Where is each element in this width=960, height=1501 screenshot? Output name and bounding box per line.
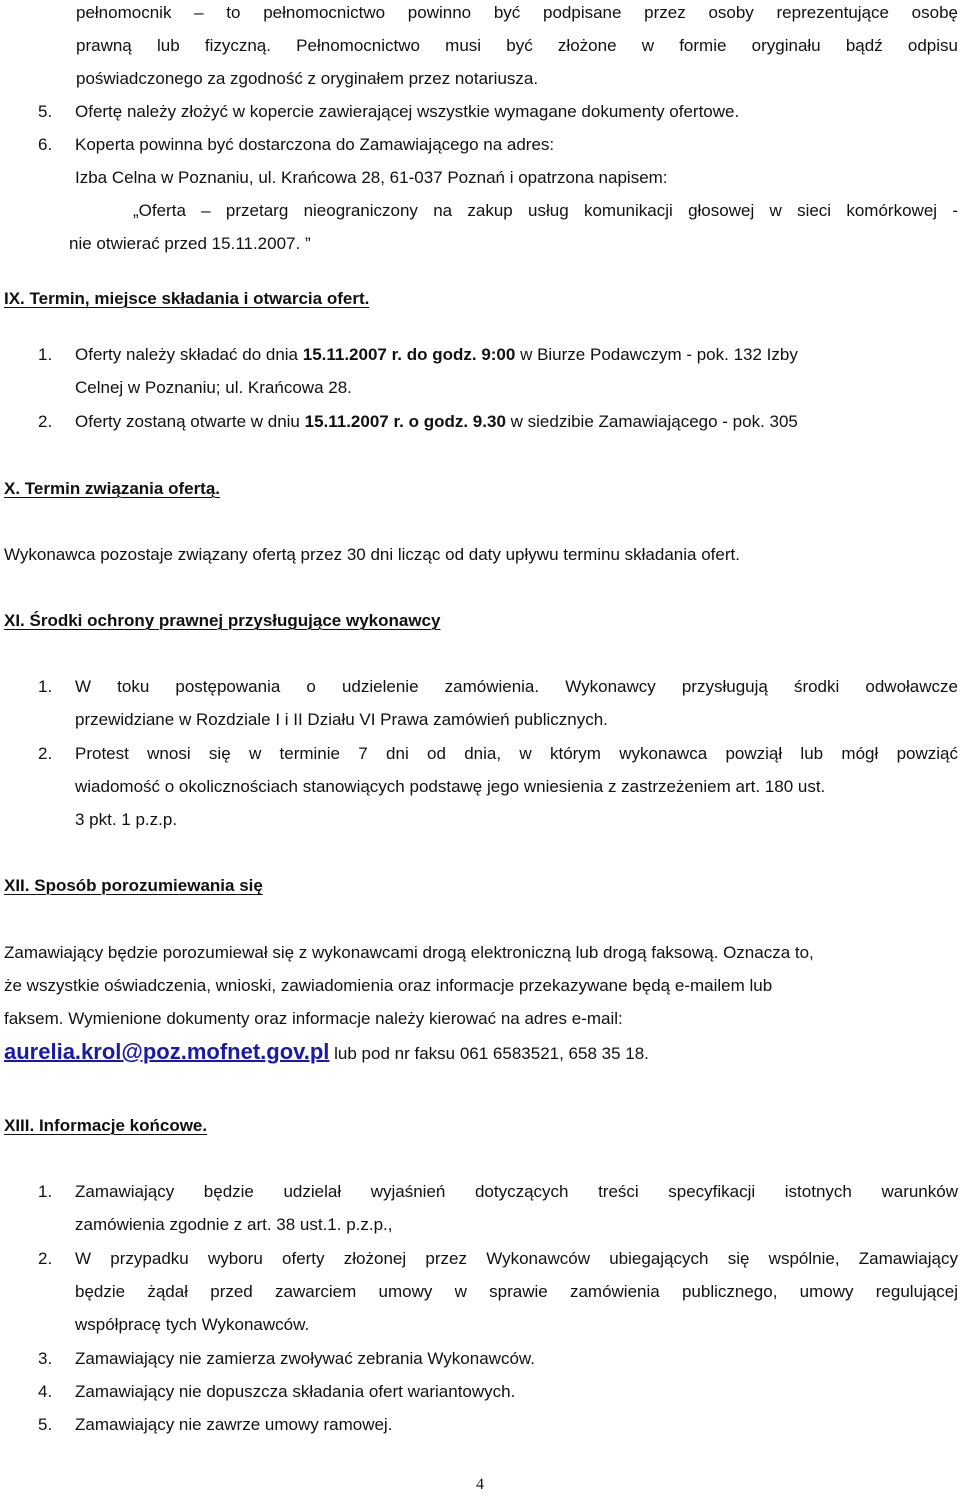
item-number: 4. [38,1382,53,1401]
item-text: 3 pkt. 1 p.z.p. [75,810,178,829]
item-text: Zamawiający nie dopuszcza składania ofert wariantowych. [75,1382,516,1401]
item-text: Celnej w Poznaniu; ul. Krańcowa 28. [75,378,352,397]
item-text: wiadomość o okolicznościach stanowiących podstawę jego wniesienia z zastrzeżeniem art. 180 ust. [75,777,826,796]
item-number: 2. [38,1249,53,1268]
text-line: prawną lub fizyczną. Pełnomocnictwo musi być złożone w formie oryginału bądź odpisu [76,36,958,55]
text-line: Zamawiający będzie porozumiewał się z wykonawcami drogą elektroniczną lub drogą faksową. Oznacza to, [4,943,814,962]
section-xiii-item-5 [38,1408,958,1441]
item-text: współpracę tych Wykonawców. [75,1315,310,1334]
section-xiii-item-3 [38,1342,958,1375]
section-x-text: Wykonawca pozostaje związany ofertą przez 30 dni licząc od daty upływu terminu składania ofert. [4,545,740,564]
section-ix-item-1 [38,338,958,404]
item-number: 1. [38,1182,53,1201]
section-heading-xi: XI. Środki ochrony prawnej przysługujące wykonawcy [4,611,441,630]
item-number: 5. [38,102,53,121]
page-number: 4 [476,1476,484,1493]
section-xi-item-1 [38,670,958,736]
text-line: faksem. Wymienione dokumenty oraz informacje należy kierować na adres e-mail: [4,1009,623,1028]
section-xiii-item-1 [38,1175,958,1241]
item-number: 2. [38,744,53,763]
item-text: Oferty należy składać do dnia 15.11.2007 r. do godz. 9:00 w Biurze Podawczym - pok. 132 Izby [75,345,798,364]
item-number: 3. [38,1349,53,1368]
text-line: aurelia.krol@poz.mofnet.gov.pl lub pod nr faksu 061 6583521, 658 35 18. [4,1039,649,1064]
item-text: Zamawiający będzie udzielał wyjaśnień dotyczących treści specyfikacji istotnych warunków [75,1182,958,1201]
section-xii-text [4,936,958,1070]
item-text: Protest wnosi się w terminie 7 dni od dnia, w którym wykonawca powziął lub mógł powziąć [75,744,958,763]
item-text: Zamawiający nie zawrze umowy ramowej. [75,1415,393,1434]
item-text: zamówienia zgodnie z art. 38 ust.1. p.z.p., [75,1215,393,1234]
item-text: W toku postępowania o udzielenie zamówienia. Wykonawcy przysługują środki odwoławcze [75,677,958,696]
item-text: W przypadku wyboru oferty złożonej przez Wykonawców ubiegających się wspólnie, Zamawiający [75,1249,958,1268]
item-number: 2. [38,412,53,431]
item-text: Koperta powinna być dostarczona do Zamawiającego na adres: [75,135,555,154]
item-number: 1. [38,677,53,696]
text-line: poświadczonego za zgodność z oryginałem przez notariusza. [76,69,539,88]
item-text: Oferty zostaną otwarte w dniu 15.11.2007 r. o godz. 9.30 w siedzibie Zamawiającego - pok. 305 [75,412,798,431]
list-item-6 [38,128,958,260]
section-heading-xiii: XIII. Informacje końcowe. [4,1116,208,1135]
text-line: że wszystkie oświadczenia, wnioski, zawiadomienia oraz informacje przekazywane będą e-mailem lub [4,976,773,995]
section-heading-ix: IX. Termin, miejsce składania i otwarcia ofert. [4,289,370,308]
section-xiii-item-4 [38,1375,958,1408]
section-heading-xii: XII. Sposób porozumiewania się [4,876,263,895]
item-text: Ofertę należy złożyć w kopercie zawierającej wszystkie wymagane dokumenty ofertowe. [75,102,740,121]
item-number: 1. [38,345,53,364]
section-xi-item-2 [38,737,958,836]
envelope-label-line: nie otwierać przed 15.11.2007. ” [69,234,311,253]
address-line: Izba Celna w Poznaniu, ul. Krańcowa 28, 61-037 Poznań i opatrzona napisem: [75,168,668,187]
item-number: 6. [38,135,53,154]
section-heading-x: X. Termin związania ofertą. [4,479,221,498]
item-text: będzie żądał przed zawarciem umowy w sprawie zamówienia publicznego, umowy regulującej [75,1282,958,1301]
envelope-label-line: „Oferta – przetarg nieograniczony na zakup usług komunikacji głosowej w sieci komórkowej - [133,201,958,220]
list-item-5 [38,95,958,128]
continuation-paragraph [76,0,958,95]
text-line: pełnomocnik – to pełnomocnictwo powinno być podpisane przez osoby reprezentujące osobę [76,3,958,22]
section-xiii-item-2 [38,1242,958,1341]
item-text: przewidziane w Rozdziale I i II Działu VI Prawa zamówień publicznych. [75,710,608,729]
email-link[interactable]: aurelia.krol@poz.mofnet.gov.pl [4,1039,330,1064]
section-ix-item-2 [38,405,958,438]
item-text: Zamawiający nie zamierza zwoływać zebrania Wykonawców. [75,1349,535,1368]
item-number: 5. [38,1415,53,1434]
